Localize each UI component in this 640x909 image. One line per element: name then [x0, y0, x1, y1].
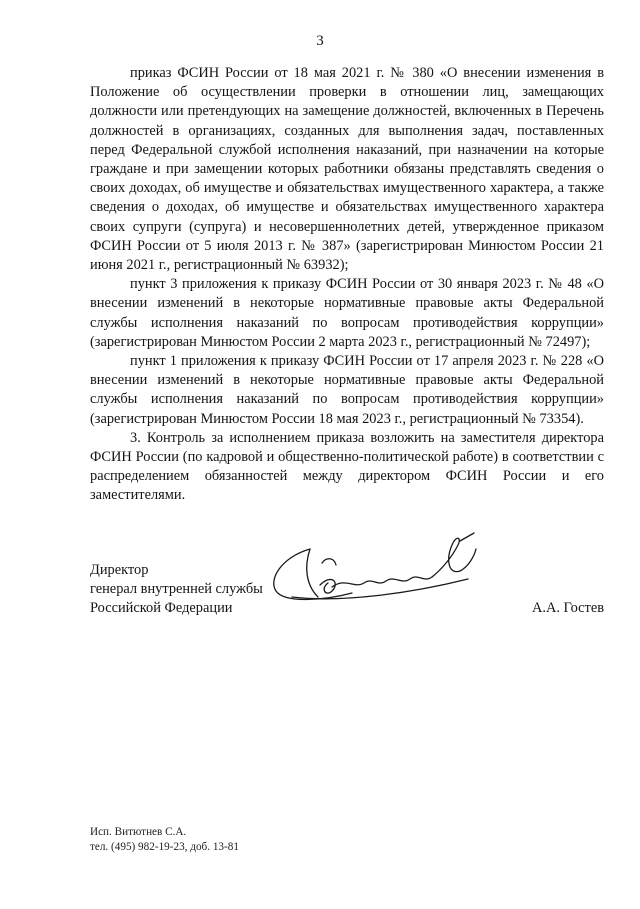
page-number: 3: [316, 33, 324, 49]
signature-block: [90, 561, 604, 619]
paragraph-order-380: приказ ФСИН России от 18 мая 2021 г. № 380 «О внесении изменения в Положение об осуществлении проверки в отношении лиц, замещающих должности или претендующих на замещение должностей, включенных в Перечень должностей в организациях, созданных для выполнения задач, поставленных перед Федеральной службой исполнения наказаний, при назначении на которые граждане и при замещении которых работники обязаны представлять сведения о своих доходах, об имуществе и обязательствах имущественного характера, а также сведения о доходах, об имуществе и обязательствах имущественного характера своих супруги (супруга) и несовершеннолетних детей, утвержденное приказом ФСИН России от 5 июля 2013 г. № 387» (зарегистрирован Минюстом России 21 июня 2021 г., регистрационный № 63932);: [90, 65, 604, 274]
signer-position-line1: Директор: [90, 562, 149, 578]
paragraph-order-48: пункт 3 приложения к приказу ФСИН России от 30 января 2023 г. № 48 «О внесении изменений в некоторые нормативные правовые акты Федеральной службы исполнения наказаний по вопросам противодействия коррупции» (зарегистрирован Минюстом России 2 марта 2023 г., регистрационный № 72497);: [90, 276, 604, 350]
signer-position-line3: Российской Федерации: [90, 600, 233, 617]
signer-position-line2: генерал внутренней службы: [90, 581, 263, 598]
executor-phone: тел. (495) 982-19-23, доб. 13-81: [90, 841, 239, 853]
executor-footer: [90, 825, 239, 855]
paragraph-order-228: пункт 1 приложения к приказу ФСИН России от 17 апреля 2023 г. № 228 «О внесении изменений в некоторые нормативные правовые акты Федеральной службы исполнения наказаний по вопросам противодействия коррупции» (зарегистрирован Минюстом России 18 мая 2023 г., регистрационный № 73354).: [90, 353, 604, 427]
paragraph-control: 3. Контроль за исполнением приказа возложить на заместителя директора ФСИН России (по кадровой и общественно-политической работе) в соответствии с распределением обязанностей между директором ФСИН России и его заместителями.: [90, 429, 604, 504]
executor-name: Исп. Витютнев С.А.: [90, 826, 187, 838]
signer-name: А.А. Гостев: [531, 600, 604, 616]
document-body: [90, 64, 604, 506]
